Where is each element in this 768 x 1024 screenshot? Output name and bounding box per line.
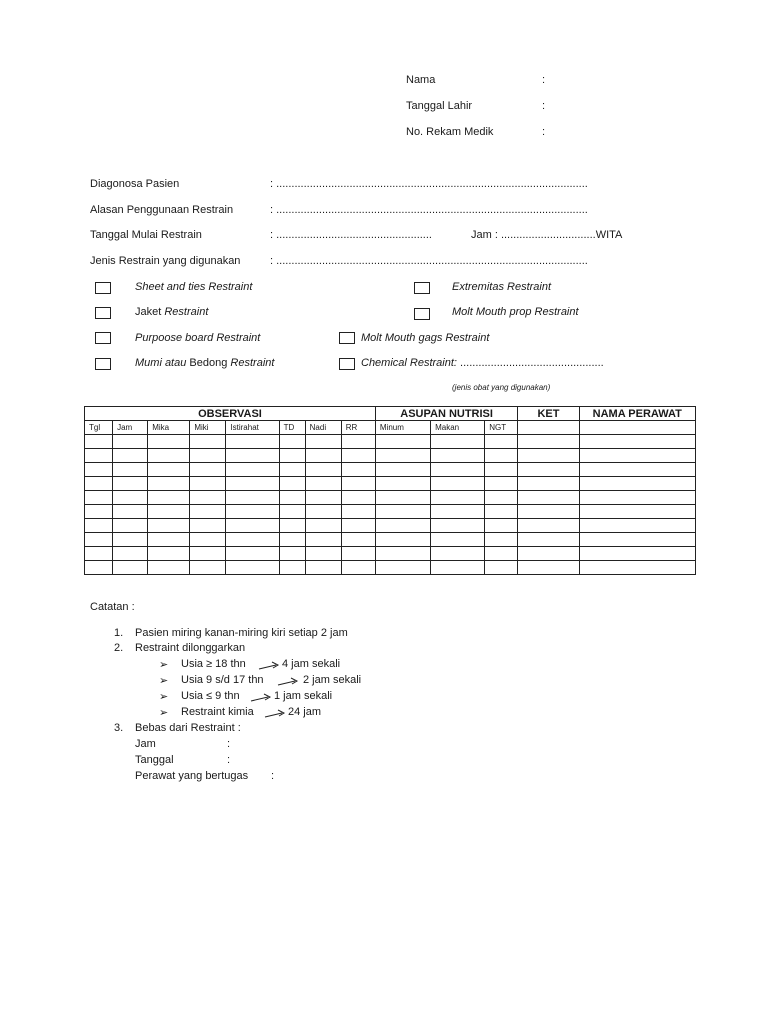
table-cell[interactable] xyxy=(148,477,190,491)
sub2-left: Usia 9 s/d 17 thn xyxy=(181,674,264,686)
table-cell[interactable] xyxy=(579,477,695,491)
catatan-title: Catatan : xyxy=(90,601,135,613)
table-cell[interactable] xyxy=(485,547,518,561)
table-cell[interactable] xyxy=(485,505,518,519)
table-cell[interactable] xyxy=(226,561,279,575)
table-cell[interactable] xyxy=(518,449,579,463)
observation-table xyxy=(84,406,696,575)
table-cell[interactable] xyxy=(518,463,579,477)
table-cell[interactable] xyxy=(226,477,279,491)
table-cell[interactable] xyxy=(579,491,695,505)
sub2-bullet: ➢ xyxy=(159,675,169,687)
table-cell[interactable] xyxy=(518,519,579,533)
chemical-checkbox[interactable] xyxy=(339,358,355,370)
table-cell[interactable] xyxy=(190,491,226,505)
table-cell[interactable] xyxy=(305,435,341,449)
sub3-right: 1 jam sekali xyxy=(274,690,333,702)
table-cell[interactable] xyxy=(279,547,305,561)
sub3-bullet: ➢ xyxy=(159,691,169,703)
jaket-label-italic: Restraint xyxy=(164,306,209,318)
table-cell[interactable] xyxy=(375,505,430,519)
table-cell[interactable] xyxy=(341,547,375,561)
table-cell[interactable] xyxy=(148,547,190,561)
table-cell[interactable] xyxy=(279,533,305,547)
item3-text: Bebas dari Restraint : xyxy=(135,722,241,734)
table-cell[interactable] xyxy=(85,561,113,575)
nama-perawat-header: NAMA PERAWAT xyxy=(579,407,695,421)
table-cell[interactable] xyxy=(190,519,226,533)
purpose-label: Purpoose board Restraint xyxy=(135,332,261,344)
table-cell[interactable] xyxy=(341,463,375,477)
table-cell[interactable] xyxy=(305,533,341,547)
extremitas-checkbox[interactable] xyxy=(414,282,430,294)
table-cell[interactable] xyxy=(579,519,695,533)
table-cell[interactable] xyxy=(431,491,485,505)
table-cell[interactable] xyxy=(279,463,305,477)
table-cell[interactable] xyxy=(85,449,113,463)
tanggal-mulai-label: Tanggal Mulai Restrain xyxy=(90,229,202,241)
table-cell[interactable] xyxy=(579,533,695,547)
perawat-bertugas-colon: : xyxy=(271,770,275,782)
table-cell[interactable] xyxy=(226,491,279,505)
bebas-tanggal-colon: : xyxy=(227,754,231,766)
table-cell[interactable] xyxy=(375,519,430,533)
table-cell[interactable] xyxy=(375,561,430,575)
table-cell[interactable] xyxy=(431,449,485,463)
table-cell[interactable] xyxy=(85,519,113,533)
table-cell[interactable] xyxy=(485,449,518,463)
table-row xyxy=(85,519,696,533)
table-cell[interactable] xyxy=(85,533,113,547)
table-cell[interactable] xyxy=(148,463,190,477)
table-cell[interactable] xyxy=(375,463,430,477)
table-row xyxy=(85,491,696,505)
table-cell[interactable] xyxy=(579,449,695,463)
table-cell[interactable] xyxy=(148,533,190,547)
table-cell[interactable] xyxy=(305,547,341,561)
table-cell[interactable] xyxy=(279,435,305,449)
table-cell[interactable] xyxy=(341,505,375,519)
col-tgl: Tgl xyxy=(85,421,113,435)
table-cell[interactable] xyxy=(431,519,485,533)
table-cell[interactable] xyxy=(305,449,341,463)
table-cell[interactable] xyxy=(579,561,695,575)
table-cell[interactable] xyxy=(341,491,375,505)
table-cell[interactable] xyxy=(226,547,279,561)
table-row xyxy=(85,449,696,463)
item2-number: 2. xyxy=(114,642,124,654)
table-cell[interactable] xyxy=(305,463,341,477)
table-cell[interactable] xyxy=(431,547,485,561)
table-cell[interactable] xyxy=(305,477,341,491)
sub1-bullet: ➢ xyxy=(159,659,169,671)
table-row xyxy=(85,505,696,519)
table-cell[interactable] xyxy=(485,477,518,491)
sub4-right: 24 jam xyxy=(288,706,322,718)
table-cell[interactable] xyxy=(305,505,341,519)
table-cell[interactable] xyxy=(431,477,485,491)
table-cell[interactable] xyxy=(579,547,695,561)
table-cell[interactable] xyxy=(190,463,226,477)
table-cell[interactable] xyxy=(341,477,375,491)
table-cell[interactable] xyxy=(518,491,579,505)
table-cell[interactable] xyxy=(375,477,430,491)
table-cell[interactable] xyxy=(226,449,279,463)
sub4-bullet: ➢ xyxy=(159,707,169,719)
tanggal-lahir-colon: : xyxy=(542,100,546,112)
jaket-checkbox[interactable] xyxy=(95,307,111,319)
table-cell[interactable] xyxy=(341,435,375,449)
table-row xyxy=(85,547,696,561)
asupan-nutrisi-header: ASUPAN NUTRISI xyxy=(375,407,517,421)
table-cell[interactable] xyxy=(113,547,148,561)
tanggal-mulai-field[interactable]: : ................................................... xyxy=(270,229,432,241)
table-cell[interactable] xyxy=(485,561,518,575)
table-cell[interactable] xyxy=(279,449,305,463)
table-cell[interactable] xyxy=(375,435,430,449)
table-cell[interactable] xyxy=(279,519,305,533)
table-cell[interactable] xyxy=(579,505,695,519)
table-cell[interactable] xyxy=(85,547,113,561)
table-cell[interactable] xyxy=(113,449,148,463)
table-cell[interactable] xyxy=(85,463,113,477)
mumi-label-2: Bedong xyxy=(189,357,228,369)
sub4-arrow-icon xyxy=(264,709,286,719)
col-ket-blank xyxy=(518,421,579,435)
col-istirahat: Istirahat xyxy=(226,421,279,435)
chemical-label-text: Chemical Restraint: xyxy=(361,357,457,369)
table-cell[interactable] xyxy=(85,505,113,519)
table-cell[interactable] xyxy=(226,533,279,547)
jam-field[interactable]: Jam : ...............................WITA xyxy=(471,229,623,241)
sub1-arrow-icon xyxy=(258,661,280,671)
rekam-medik-label: No. Rekam Medik xyxy=(406,126,494,138)
table-row xyxy=(85,561,696,575)
table-cell[interactable] xyxy=(431,533,485,547)
jaket-label xyxy=(135,306,208,318)
table-cell[interactable] xyxy=(341,519,375,533)
item1-number: 1. xyxy=(114,627,124,639)
table-cell[interactable] xyxy=(431,463,485,477)
table-cell[interactable] xyxy=(305,491,341,505)
table-cell[interactable] xyxy=(226,463,279,477)
rekam-medik-colon: : xyxy=(542,126,546,138)
table-cell[interactable] xyxy=(431,561,485,575)
table-cell[interactable] xyxy=(226,435,279,449)
table-cell[interactable] xyxy=(341,449,375,463)
table-cell[interactable] xyxy=(148,491,190,505)
table-cell[interactable] xyxy=(148,505,190,519)
sheet-checkbox[interactable] xyxy=(95,282,111,294)
table-row xyxy=(85,435,696,449)
table-cell[interactable] xyxy=(113,491,148,505)
table-cell[interactable] xyxy=(190,449,226,463)
col-rr: RR xyxy=(341,421,375,435)
mumi-label xyxy=(135,357,274,369)
table-cell[interactable] xyxy=(113,533,148,547)
molt-prop-checkbox[interactable] xyxy=(414,308,430,320)
nama-label: Nama xyxy=(406,74,436,86)
table-cell[interactable] xyxy=(148,449,190,463)
table-cell[interactable] xyxy=(485,491,518,505)
table-cell[interactable] xyxy=(226,505,279,519)
table-body xyxy=(85,435,696,575)
bebas-jam-colon: : xyxy=(227,738,231,750)
table-cell[interactable] xyxy=(579,435,695,449)
table-cell[interactable] xyxy=(113,477,148,491)
col-td: TD xyxy=(279,421,305,435)
extremitas-label: Extremitas Restraint xyxy=(452,281,552,293)
jenis-restrain-field[interactable]: : ...................................................................................................... xyxy=(270,255,588,267)
table-cell[interactable] xyxy=(190,435,226,449)
table-cell[interactable] xyxy=(190,561,226,575)
sub1-left: Usia ≥ 18 thn xyxy=(181,658,246,670)
sub1-right: 4 jam sekali xyxy=(282,658,341,670)
table-cell[interactable] xyxy=(305,561,341,575)
alasan-label: Alasan Penggunaan Restrain xyxy=(90,204,234,216)
nama-colon: : xyxy=(542,74,546,86)
sheet-label: Sheet and ties Restraint xyxy=(135,281,253,293)
diagnosa-label: Diagonosa Pasien xyxy=(90,178,180,190)
table-cell[interactable] xyxy=(279,505,305,519)
table-row xyxy=(85,533,696,547)
col-miki: Miki xyxy=(190,421,226,435)
col-jam: Jam xyxy=(113,421,148,435)
table-cell[interactable] xyxy=(113,435,148,449)
col-makan: Makan xyxy=(431,421,485,435)
bebas-tanggal-label: Tanggal xyxy=(135,754,174,766)
table-cell[interactable] xyxy=(279,477,305,491)
table-cell[interactable] xyxy=(190,533,226,547)
table-cell[interactable] xyxy=(113,519,148,533)
sub4-left: Restraint kimia xyxy=(181,706,254,718)
table-cell[interactable] xyxy=(341,561,375,575)
table-cell[interactable] xyxy=(190,505,226,519)
sub2-right: 2 jam sekali xyxy=(303,674,362,686)
col-minum: Minum xyxy=(375,421,430,435)
table-cell[interactable] xyxy=(85,435,113,449)
ket-header: KET xyxy=(518,407,579,421)
table-cell[interactable] xyxy=(375,449,430,463)
molt-prop-label: Molt Mouth prop Restraint xyxy=(452,306,579,318)
jenis-obat-note: (jenis obat yang digunakan) xyxy=(452,383,551,392)
table-cell[interactable] xyxy=(190,547,226,561)
tanggal-lahir-label: Tanggal Lahir xyxy=(406,100,473,112)
table-cell[interactable] xyxy=(485,533,518,547)
table-cell[interactable] xyxy=(518,533,579,547)
sub3-arrow-icon xyxy=(250,693,272,703)
table-cell[interactable] xyxy=(579,463,695,477)
observasi-header: OBSERVASI xyxy=(85,407,376,421)
table-cell[interactable] xyxy=(148,561,190,575)
item1-text: Pasien miring kanan-miring kiri setiap 2 jam xyxy=(135,627,348,639)
table-cell[interactable] xyxy=(518,547,579,561)
table-cell[interactable] xyxy=(518,505,579,519)
table-cell[interactable] xyxy=(279,561,305,575)
table-cell[interactable] xyxy=(375,547,430,561)
table-cell[interactable] xyxy=(518,561,579,575)
table-cell[interactable] xyxy=(485,463,518,477)
table-cell[interactable] xyxy=(431,505,485,519)
col-nama-blank xyxy=(579,421,695,435)
table-cell[interactable] xyxy=(305,519,341,533)
molt-gags-label: Molt Mouth gags Restraint xyxy=(361,332,490,344)
table-cell[interactable] xyxy=(85,477,113,491)
table-cell[interactable] xyxy=(485,435,518,449)
mumi-checkbox[interactable] xyxy=(95,358,111,370)
mumi-label-1: Mumi atau xyxy=(135,357,187,369)
table-cell[interactable] xyxy=(226,519,279,533)
table-cell[interactable] xyxy=(518,477,579,491)
table-cell[interactable] xyxy=(113,561,148,575)
table-cell[interactable] xyxy=(190,477,226,491)
table-row xyxy=(85,463,696,477)
table-cell[interactable] xyxy=(113,463,148,477)
item2-text: Restraint dilonggarkan xyxy=(135,642,246,654)
table-cell[interactable] xyxy=(375,533,430,547)
table-cell[interactable] xyxy=(431,435,485,449)
bebas-jam-label: Jam xyxy=(135,738,156,750)
table-cell[interactable] xyxy=(148,435,190,449)
item3-number: 3. xyxy=(114,722,124,734)
table-cell[interactable] xyxy=(113,505,148,519)
table-cell[interactable] xyxy=(85,491,113,505)
chemical-label xyxy=(361,357,604,369)
perawat-bertugas-label: Perawat yang bertugas xyxy=(135,770,249,782)
chemical-field[interactable]: ............................................... xyxy=(460,357,604,369)
sub3-left: Usia ≤ 9 thn xyxy=(181,690,240,702)
table-row xyxy=(85,477,696,491)
table-cell[interactable] xyxy=(518,435,579,449)
table-cell[interactable] xyxy=(341,533,375,547)
mumi-label-3: Restraint xyxy=(230,357,275,369)
molt-gags-checkbox[interactable] xyxy=(339,332,355,344)
table-cell[interactable] xyxy=(485,519,518,533)
table-cell[interactable] xyxy=(279,491,305,505)
alasan-field[interactable]: : ...................................................................................................... xyxy=(270,204,588,216)
col-mika: Mika xyxy=(148,421,190,435)
sub2-arrow-icon xyxy=(277,677,299,687)
table-cell[interactable] xyxy=(148,519,190,533)
table-cell[interactable] xyxy=(375,491,430,505)
col-nadi: Nadi xyxy=(305,421,341,435)
col-ngt: NGT xyxy=(485,421,518,435)
purpose-checkbox[interactable] xyxy=(95,332,111,344)
diagnosa-field[interactable]: : ...................................................................................................... xyxy=(270,178,588,190)
jenis-restrain-label: Jenis Restrain yang digunakan xyxy=(90,255,241,267)
jaket-label-plain: Jaket xyxy=(135,306,162,318)
